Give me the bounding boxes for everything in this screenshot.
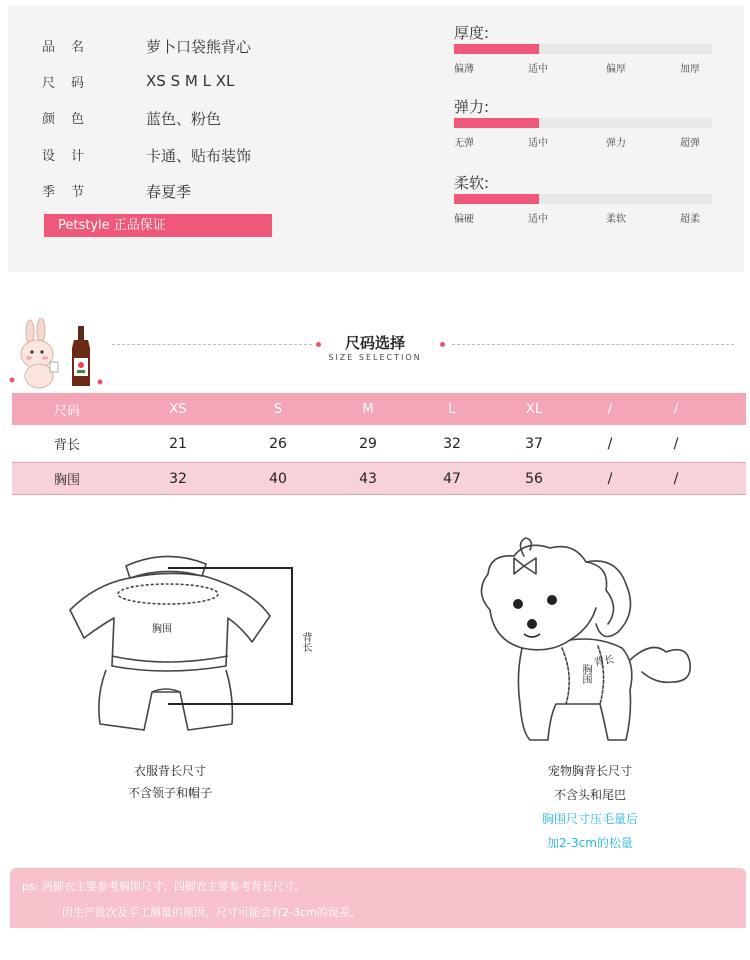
spec-label: 季节 [42,185,101,200]
scale-label: 适中 [528,214,548,225]
meter-scale [454,210,716,226]
table-row-label: 背长 [54,438,81,453]
meter-title: 弹力: [454,98,490,116]
meter-scale [454,134,716,150]
size-section-subtitle: SIZE SELECTION [328,353,422,362]
spec-label: 尺码 [42,76,101,91]
table-header-cell: L [448,401,456,417]
table-cell: 29 [359,435,377,452]
meter-title: 柔软: [454,174,490,192]
dog-caption-4: 加2-3cm的松量 [547,836,633,850]
spec-label: 设计 [42,149,101,164]
scale-label: 超柔 [680,214,700,225]
meter-track [454,194,712,204]
table-cell: 56 [525,470,543,487]
brand-guarantee-badge: Petstyle 正品保证 [44,214,272,237]
table-header-cell: M [362,401,374,417]
table-cell: 32 [169,470,187,487]
meter-fill [454,118,539,128]
table-cell: / [673,435,679,452]
spec-label: 品名 [42,40,101,55]
spec-value: XS S M L XL [146,72,235,90]
table-header-cell: XS [169,401,187,417]
table-header-cell: / [607,401,613,417]
size-note-band [10,868,746,928]
spec-value: 春夏季 [146,183,192,201]
poodle-outline-icon [470,536,702,752]
meter-fill [454,44,539,54]
table-row [12,462,746,495]
table-cell: 40 [269,470,287,487]
garment-caption-1: 衣服背长尺寸 [133,764,206,778]
note-line-2: 因生产批次及手工测量的原因，尺寸可能会有2-3cm的误差。 [62,906,361,919]
dog-caption-2: 不含头和尾巴 [553,788,626,802]
table-cell: 21 [169,435,187,452]
scale-label: 柔软 [606,214,626,225]
table-cell: 43 [359,470,377,487]
table-cell: 32 [443,435,461,452]
garment-caption-2: 不含领子和帽子 [127,786,212,800]
table-header-cell: / [673,401,679,417]
scale-label: 弹力 [606,138,626,149]
garment-outline-icon [56,546,328,746]
product-info-panel [8,6,744,272]
table-header-cell: XL [525,401,543,417]
dog-chest-label: 胸围 [580,664,591,684]
note-line-1: ps: 两脚衣主要参考胸围尺寸；四脚衣主要参考背长尺寸。 [22,880,306,893]
meter-scale [454,60,716,76]
table-cell: 37 [525,435,543,452]
scale-label: 无弹 [454,138,474,149]
dog-caption-3: 胸围尺寸压毛量后 [541,812,638,826]
table-header-row [12,393,746,425]
spec-value: 萝卜口袋熊背心 [146,38,252,56]
table-cell: 47 [443,470,461,487]
meter-track [454,44,712,54]
size-table [12,393,746,495]
size-section-title: 尺码选择 [344,334,405,352]
table-header-cell: 尺码 [54,403,81,419]
softness-meter [454,172,716,226]
table-row-label: 胸围 [54,473,81,488]
spec-label: 颜色 [42,112,101,127]
table-row [12,425,746,462]
scale-label: 偏厚 [606,64,626,75]
scale-label: 适中 [528,138,548,149]
scale-label: 适中 [528,64,548,75]
table-cell: / [607,470,613,487]
elasticity-meter [454,96,716,150]
scale-label: 加厚 [680,64,700,75]
garment-chest-label: 胸围 [152,624,172,635]
dog-back-label: 背长 [593,654,616,669]
meter-title: 厚度: [454,24,490,42]
scale-label: 偏硬 [454,214,474,225]
table-cell: 26 [269,435,287,452]
dog-caption-1: 宠物胸背长尺寸 [547,764,632,778]
table-header-cell: S [273,401,283,417]
meter-track [454,118,712,128]
scale-label: 偏薄 [454,64,474,75]
thickness-meter [454,22,716,76]
spec-value: 蓝色、粉色 [146,110,222,128]
spec-value: 卡通、贴布装饰 [146,147,252,165]
garment-back-label: 背长 [300,632,311,652]
scale-label: 超弹 [680,138,700,149]
table-cell: / [607,435,613,452]
meter-fill [454,194,539,204]
table-cell: / [673,470,679,487]
